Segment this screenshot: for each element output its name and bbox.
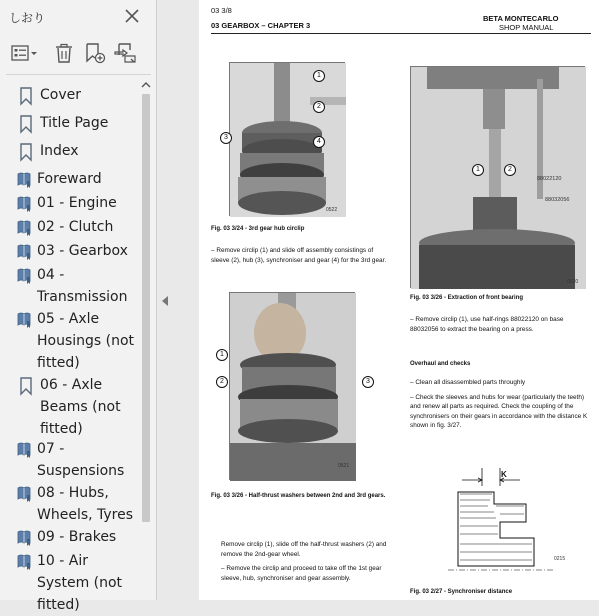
gear-washers-image	[230, 293, 356, 481]
bookmark-label: 10 - Air System (not fitted)	[37, 553, 123, 613]
bookmark-book-icon	[16, 267, 32, 285]
bookmark-book-icon	[16, 485, 32, 503]
callout-2: 2	[313, 101, 325, 113]
fig-326-photo-number: 0520	[567, 279, 579, 285]
bookmark-label: 09 - Brakes	[37, 529, 117, 545]
bookmark-book-icon	[16, 171, 32, 189]
close-icon[interactable]	[123, 7, 141, 25]
bookmark-item[interactable]	[0, 264, 139, 308]
bookmark-item[interactable]	[0, 374, 139, 440]
bookmark-item[interactable]	[0, 192, 139, 214]
bookmark-item[interactable]	[0, 168, 139, 190]
bookmark-label: 02 - Clutch	[37, 219, 114, 235]
bookmark-label: Foreward	[37, 171, 102, 187]
bookmarks-panel-header	[0, 0, 156, 34]
list-item: – Check the sleeves and hubs for wear (particularly the teeth) and renew all parts as required. Check the coupling of the synchronisers on their gears in accordance with the distance K shown in fig. 3/27.	[410, 393, 588, 430]
bookmark-item[interactable]	[0, 550, 139, 613]
collapse-panel-arrow-icon[interactable]	[160, 295, 170, 307]
bookmark-outline-icon	[18, 377, 34, 395]
fig-324-text: – Remove circlip (1) and slide off assembly consistings of sleeve (2), hub (3), synchroniser and gear (4) for the 3rd gear.	[211, 247, 387, 264]
bookmark-book-icon	[16, 243, 32, 261]
fig-327-caption: Fig. 03 2/27 - Synchroniser distance	[410, 589, 513, 595]
synchroniser-section-drawing	[444, 466, 594, 584]
tool-label-88032056: 88032056	[545, 197, 570, 203]
bookmark-label: 07 - Suspensions	[37, 441, 125, 479]
bookmark-label: Index	[40, 143, 79, 159]
callout-3: 3	[220, 132, 232, 144]
page-reference: 03 3/8	[211, 6, 232, 15]
callout-2: 2	[216, 376, 228, 388]
bookmark-label: Title Page	[40, 115, 109, 131]
bookmark-item[interactable]	[0, 240, 139, 262]
fig-327-photo-number: 0215	[554, 556, 566, 562]
bookmark-item[interactable]	[0, 140, 139, 162]
manual-name: SHOP MANUAL	[499, 23, 554, 32]
brand-name: BETA MONTECARLO	[483, 14, 559, 23]
tool-label-88022120: 88022120	[537, 176, 562, 182]
bookmark-item[interactable]	[0, 84, 139, 106]
document-page	[199, 0, 599, 600]
bookmark-label: 05 - Axle Housings (not fitted)	[37, 311, 135, 371]
bookmarks-panel	[0, 0, 157, 613]
bookmark-outline-icon	[18, 115, 34, 133]
callout-1: 1	[216, 349, 228, 361]
bookmark-label: 04 - Transmission	[37, 267, 128, 305]
bookmark-outline-icon	[18, 143, 34, 161]
fig-324-caption: Fig. 03 3/24 - 3rd gear hub circlip	[211, 226, 305, 232]
bookmarks-panel-title: しおり	[9, 11, 46, 25]
bookmark-scrollbar[interactable]	[139, 80, 153, 600]
callout-2: 2	[504, 164, 516, 176]
bookmark-item[interactable]	[0, 526, 139, 548]
bookmarks-toolbar	[0, 40, 157, 68]
gear-assembly-image	[230, 63, 346, 217]
bookmark-label: 01 - Engine	[37, 195, 117, 211]
distance-k-label: K	[501, 470, 507, 479]
list-item: – Clean all disassembled parts throughly	[410, 379, 526, 386]
bookmark-from-selection-button[interactable]	[112, 40, 138, 66]
callout-4: 4	[313, 136, 325, 148]
overhaul-list	[410, 378, 590, 436]
bookmark-label: 03 - Gearbox	[37, 243, 128, 259]
bookmark-search-icon	[113, 42, 137, 64]
bookmark-book-icon	[16, 529, 32, 547]
fig-326-caption: Fig. 03 3/26 - Extraction of front bearing	[410, 295, 524, 301]
fig-326-text: – Remove circlip (1), use half-rings 88022120 on base 88032056 to extract the bearing on a press.	[410, 316, 564, 333]
fig-324-photo	[229, 62, 345, 216]
callout-1: 1	[313, 70, 325, 82]
bookmark-label: Cover	[40, 87, 81, 103]
bookmark-item[interactable]	[0, 216, 139, 238]
bookmark-list	[0, 80, 139, 613]
bookmark-book-icon	[16, 553, 32, 571]
fig-325-photo-number: 0521	[338, 463, 350, 469]
bookmark-item[interactable]	[0, 308, 139, 374]
options-menu-button[interactable]	[8, 40, 42, 66]
chapter-heading: 03 GEARBOX – CHAPTER 3	[211, 21, 311, 30]
bookmark-item[interactable]	[0, 482, 139, 526]
panel-divider	[6, 74, 151, 75]
bookmark-label: 08 - Hubs, Wheels, Tyres	[37, 485, 134, 523]
callout-1: 1	[472, 164, 484, 176]
callout-3: 3	[362, 376, 374, 388]
bookmark-add-icon	[84, 42, 106, 64]
paragraph: – Remove the circlip and proceed to take off the 1st gear sleeve, hub, synchroniser and gear assembly.	[221, 565, 382, 582]
scrollbar-thumb[interactable]	[142, 94, 150, 522]
overhaul-heading: Overhaul and checks	[410, 361, 471, 367]
bookmark-book-icon	[16, 441, 32, 459]
list-options-icon	[10, 43, 40, 63]
fig-327-drawing	[444, 466, 594, 584]
bookmark-item[interactable]	[0, 438, 139, 482]
fig-325-photo	[229, 292, 355, 480]
trash-icon	[54, 43, 74, 63]
bookmark-book-icon	[16, 195, 32, 213]
bookmark-outline-icon	[18, 87, 34, 105]
header-rule	[211, 33, 591, 34]
fig-325-text	[221, 540, 393, 588]
delete-bookmark-button[interactable]	[51, 40, 77, 66]
paragraph: Remove circlip (1), slide off the half-thrust washers (2) and remove the 2nd-gear wheel.	[221, 541, 387, 558]
bookmark-label: 06 - Axle Beams (not fitted)	[40, 377, 121, 437]
scroll-up-arrow-icon[interactable]	[141, 80, 151, 90]
fig-324-photo-number: 0522	[326, 207, 338, 213]
bookmark-item[interactable]	[0, 112, 139, 134]
fig-325-caption: Fig. 03 3/26 - Half-thrust washers between 2nd and 3rd gears.	[211, 493, 386, 499]
bookmark-book-icon	[16, 219, 32, 237]
bookmark-book-icon	[16, 311, 32, 329]
new-bookmark-button[interactable]	[82, 40, 108, 66]
